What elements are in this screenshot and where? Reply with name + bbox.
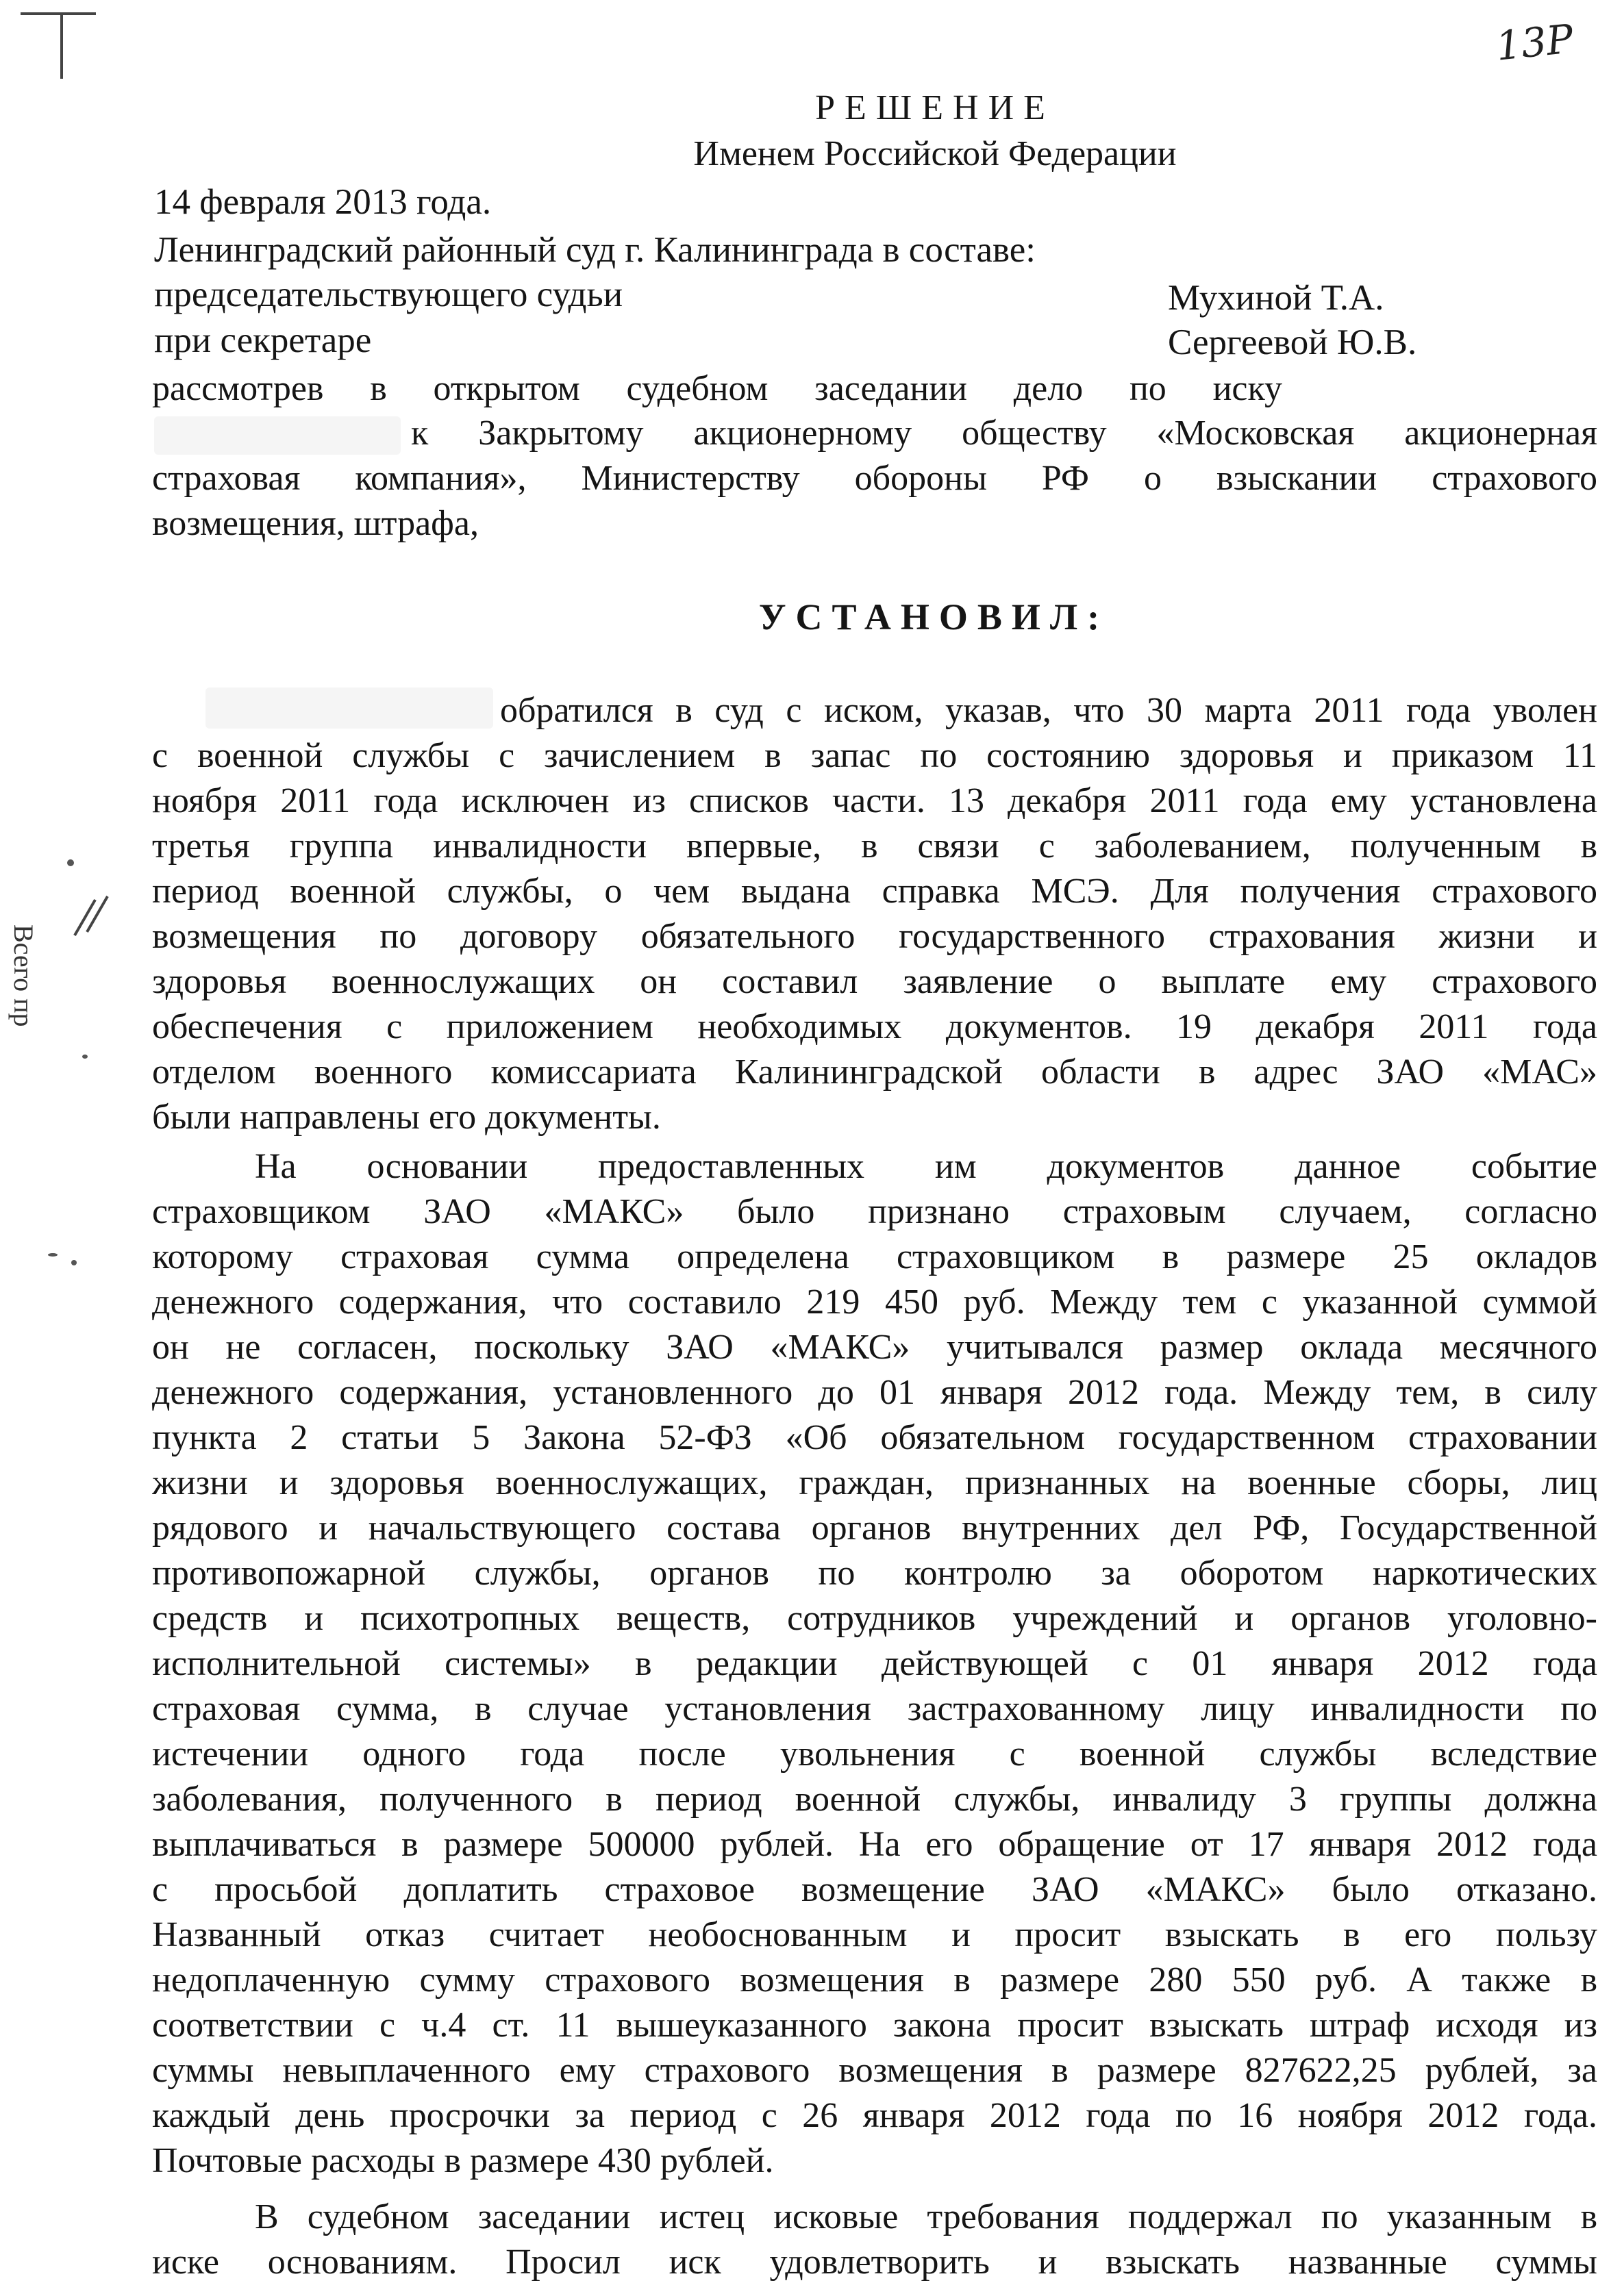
intro-line: рассмотрев в открытом судебном заседании дело по иску bbox=[152, 369, 1282, 408]
paragraph2-line: суммы невыплаченного ему страхового возмещения в размере 827622,25 рублей, за bbox=[152, 2051, 1597, 2090]
paragraph2-line: недоплаченную сумму страхового возмещения в размере 280 550 руб. А также в bbox=[152, 1960, 1597, 1999]
paragraph2-line: денежного содержания, что составило 219 450 руб. Между тем с указанной суммой bbox=[152, 1283, 1597, 1322]
paragraph2-line: каждый день просрочки за период с 26 января 2012 года по 16 ноября 2012 года. bbox=[152, 2096, 1597, 2135]
paragraph2-line: Названный отказ считает необоснованным и просит взыскать в его пользу bbox=[152, 1915, 1597, 1954]
scan-speck bbox=[82, 1055, 88, 1059]
margin-note-text: Всего пр bbox=[8, 924, 39, 1027]
decision-date: 14 февраля 2013 года. bbox=[154, 182, 492, 222]
scan-speck bbox=[48, 1253, 58, 1257]
paragraph3-line: В судебном заседании истец исковые требования поддержал по указанным в bbox=[255, 2197, 1597, 2236]
paragraph2-line: истечении одного года после увольнения с военной службы вследствие bbox=[152, 1734, 1597, 1774]
paragraph2-line: жизни и здоровья военнослужащих, граждан, признанных на военные сборы, лиц bbox=[152, 1463, 1597, 1502]
page-number: 13P bbox=[1493, 15, 1576, 70]
paragraph2-line: противопожарной службы, органов по контролю за оборотом наркотических bbox=[152, 1554, 1597, 1593]
paragraph2-line: исполнительной системы» в редакции действующей с 01 января 2012 года bbox=[152, 1644, 1597, 1683]
paragraph2-line: заболевания, полученного в период военной службы, инвалиду 3 группы должна bbox=[152, 1780, 1597, 1819]
paragraph2-line: страховая сумма, в случае установления застрахованному лицу инвалидности по bbox=[152, 1689, 1597, 1728]
paragraph2-line: пункта 2 статьи 5 Закона 52-ФЗ «Об обязательном государственном страховании bbox=[152, 1418, 1597, 1457]
paragraph2-line: с просьбой доплатить страховое возмещение ЗАО «МАКС» было отказано. bbox=[152, 1870, 1597, 1909]
paragraph2-line: страховщиком ЗАО «МАКС» было признано страховым случаем, согласно bbox=[152, 1192, 1597, 1231]
paragraph1-line: здоровья военнослужащих он составил заявление о выплате ему страхового bbox=[152, 962, 1597, 1001]
paragraph3-line: иске основаниям. Просил иск удовлетворить и взыскать названные суммы bbox=[152, 2243, 1597, 2282]
paragraph1-line: были направлены его документы. bbox=[152, 1098, 661, 1137]
margin-mark bbox=[60, 14, 63, 79]
scan-speck bbox=[71, 1260, 77, 1265]
redacted-name bbox=[205, 687, 493, 729]
paragraph2-line: Почтовые расходы в размере 430 рублей. bbox=[152, 2141, 774, 2180]
scan-speck bbox=[67, 859, 74, 866]
margin-note bbox=[8, 924, 40, 1027]
intro-line: к Закрытому акционерному обществу «Московская акционерная bbox=[411, 414, 1597, 453]
paragraph1-line: ноября 2011 года исключен из списков части. 13 декабря 2011 года ему установлена bbox=[152, 781, 1597, 820]
paragraph2-line: соответствии с ч.4 ст. 11 вышеуказанного закона просит взыскать штраф исходя из bbox=[152, 2006, 1597, 2045]
paragraph2-line: которому страховая сумма определена страховщиком в размере 25 окладов bbox=[152, 1237, 1597, 1276]
paragraph2-line: средств и психотропных веществ, сотрудников учреждений и органов уголовно- bbox=[152, 1599, 1597, 1638]
margin-mark bbox=[21, 12, 96, 15]
paragraph1-line: с военной службы с зачислением в запас по состоянию здоровья и приказом 11 bbox=[152, 736, 1597, 775]
paragraph2-line: денежного содержания, установленного до 01 января 2012 года. Между тем, в силу bbox=[152, 1373, 1597, 1412]
judge-label: председательствующего судьи bbox=[154, 275, 623, 314]
secretary-label: при секретаре bbox=[154, 320, 372, 360]
paragraph2-line: На основании предоставленных им документов данное событие bbox=[255, 1147, 1597, 1186]
paragraph1-line: период военной службы, о чем выдана справка МСЭ. Для получения страхового bbox=[152, 872, 1597, 911]
secretary-name: Сергеевой Ю.В. bbox=[1168, 323, 1417, 362]
paragraph1-line: обеспечения с приложением необходимых документов. 19 декабря 2011 года bbox=[152, 1007, 1597, 1046]
intro-line: страховая компания», Министерству обороны РФ о взыскании страхового bbox=[152, 459, 1597, 498]
document-subtitle: Именем Российской Федерации bbox=[693, 134, 1177, 173]
paragraph2-line: выплачиваться в размере 500000 рублей. На его обращение от 17 января 2012 года bbox=[152, 1825, 1597, 1864]
judge-name: Мухиной Т.А. bbox=[1168, 278, 1384, 318]
court-line: Ленинградский районный суд г. Калининграда в составе: bbox=[154, 230, 1036, 270]
paragraph1-line: третья группа инвалидности впервые, в связи с заболеванием, полученным в bbox=[152, 827, 1597, 866]
margin-mark bbox=[86, 896, 108, 933]
paragraph2-line: он не согласен, поскольку ЗАО «МАКС» учитывался размер оклада месячного bbox=[152, 1328, 1597, 1367]
section-heading: УСТАНОВИЛ: bbox=[758, 596, 1110, 638]
document-title: РЕШЕНИЕ bbox=[815, 88, 1055, 127]
paragraph1-line: отделом военного комиссариата Калининградской области в адрес ЗАО «МАС» bbox=[152, 1052, 1597, 1092]
intro-line: возмещения, штрафа, bbox=[152, 504, 479, 543]
paragraph2-line: рядового и начальствующего состава органов внутренних дел РФ, Государственной bbox=[152, 1509, 1597, 1548]
paragraph1-line: возмещения по договору обязательного государственного страхования жизни и bbox=[152, 917, 1597, 956]
redacted-name bbox=[154, 416, 401, 455]
paragraph1-line: обратился в суд с иском, указав, что 30 марта 2011 года уволен bbox=[500, 691, 1597, 730]
